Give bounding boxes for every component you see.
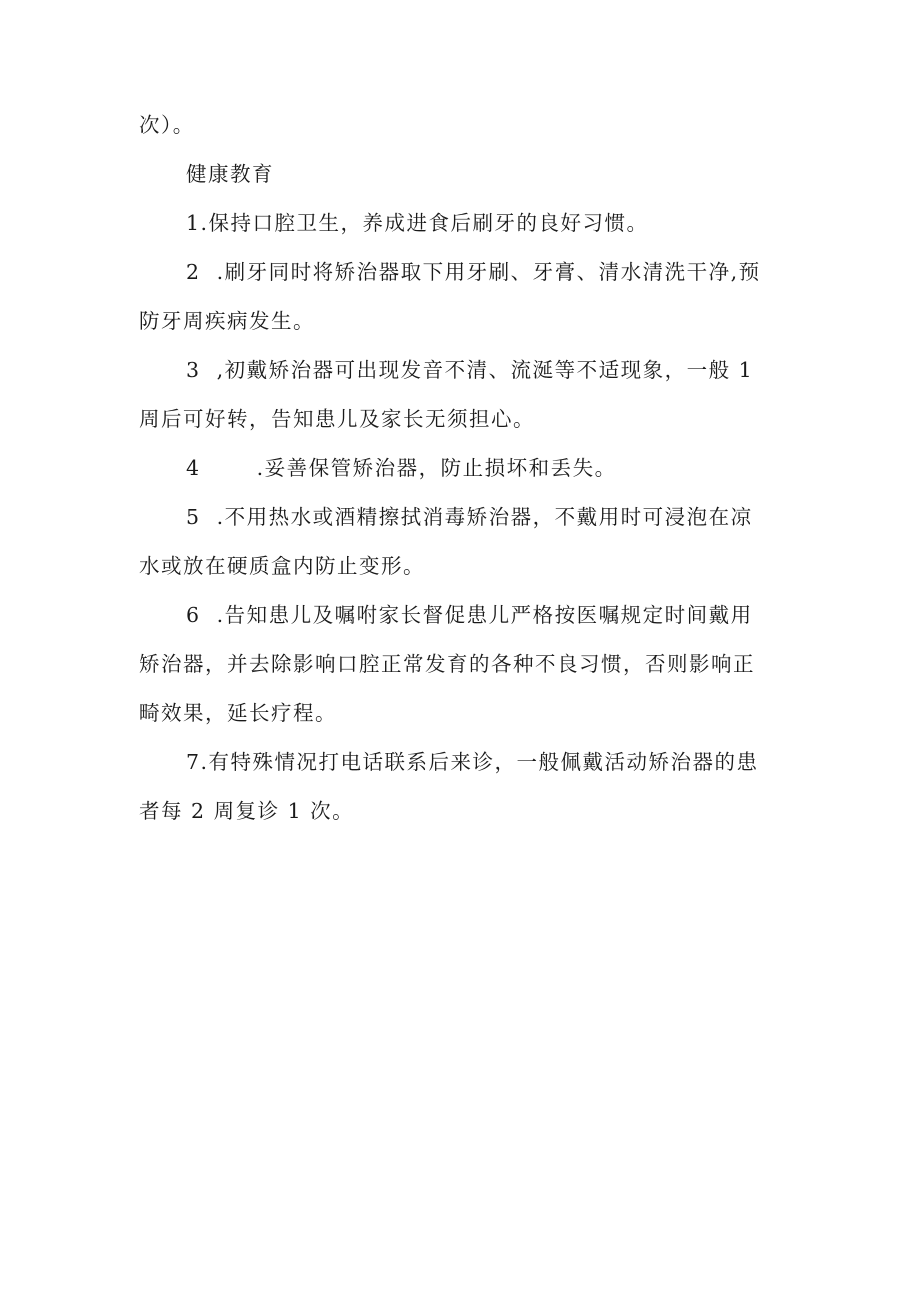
document-body	[139, 101, 784, 836]
list-item	[139, 738, 784, 836]
list-item	[139, 493, 784, 591]
continuation-text: 次）。	[139, 113, 195, 137]
list-item-line: 矫治器，并去除影响口腔正常发育的各种不良习惯，否则影响正	[139, 652, 755, 676]
list-item-line: 水或放在硬质盒内防止变形。	[139, 554, 425, 578]
list-item-line: 2 .刷牙同时将矫治器取下用牙刷、牙膏、清水清洗干净,预	[186, 260, 761, 284]
list-item-line: 5 .不用热水或酒精擦拭消毒矫治器，不戴用时可浸泡在凉	[186, 505, 753, 529]
list-item-line: 3 ,初戴矫治器可出现发音不清、流涎等不适现象，一般 1	[186, 358, 754, 382]
list-item-line: 周后可好转，告知患儿及家长无须担心。	[139, 407, 535, 431]
list-item-line: 6 .告知患儿及嘱咐家长督促患儿严格按医嘱规定时间戴用	[186, 603, 753, 627]
list-item-line: 畸效果，延长疗程。	[139, 701, 337, 725]
list-item-line: 者每 2 周复诊 1 次。	[139, 799, 355, 823]
list-item	[139, 248, 784, 346]
list-item-line: 7.有特殊情况打电话联系后来诊，一般佩戴活动矫治器的患	[186, 750, 759, 774]
list-item-line: 1.保持口腔卫生，养成进食后刷牙的良好习惯。	[186, 211, 649, 235]
list-item	[139, 444, 784, 493]
list-item	[139, 346, 784, 444]
section-heading: 健康教育	[186, 162, 274, 186]
list-item-line: 防牙周疾病发生。	[139, 309, 315, 333]
list-item	[139, 199, 784, 248]
list-item-line: 4 .妥善保管矫治器，防止损坏和丢失。	[186, 456, 617, 480]
list-item	[139, 591, 784, 738]
